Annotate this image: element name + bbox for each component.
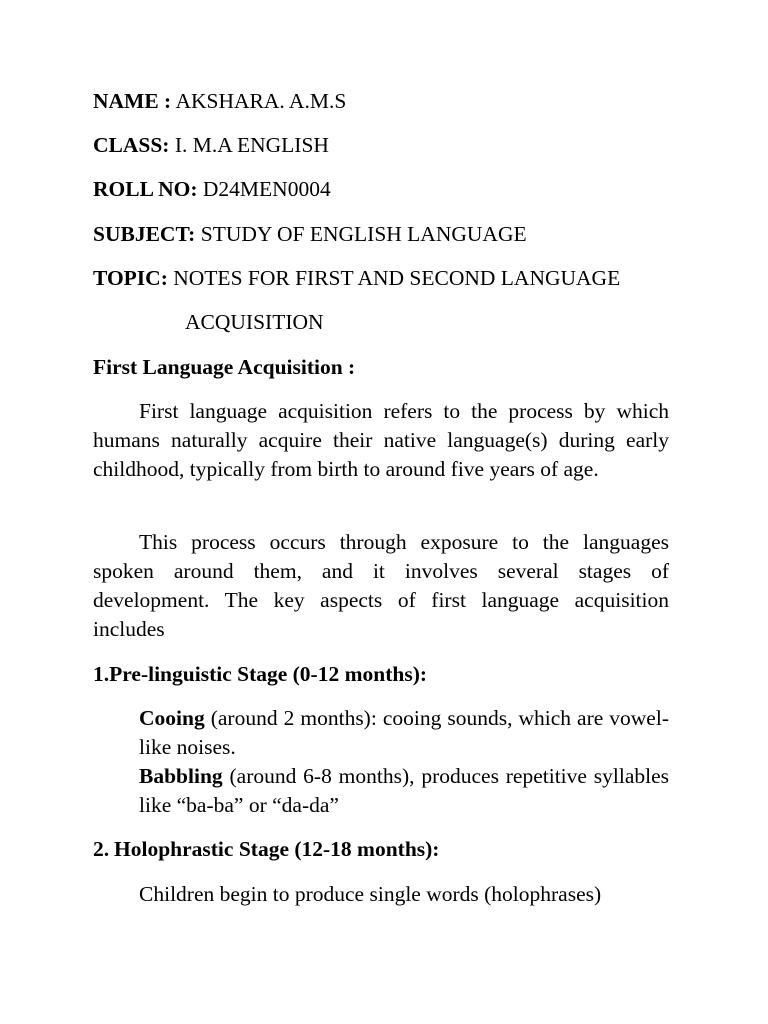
topic-row [93, 265, 620, 291]
roll-label: ROLL NO: [93, 177, 198, 201]
roll-row [93, 176, 331, 202]
babbling-term: Babbling [139, 764, 223, 788]
name-label: NAME : [93, 89, 172, 113]
class-value: I. M.A ENGLISH [174, 133, 329, 157]
subject-row [93, 221, 527, 247]
name-value: AKSHARA. A.M.S [175, 89, 347, 113]
subject-label: SUBJECT: [93, 222, 196, 246]
cooing-item [139, 704, 669, 762]
paragraph-definition: First language acquisition refers to the process by which humans naturally acquire their native language(s) during early childhood, typically from birth to around five years of age. [93, 399, 669, 481]
cooing-description: (around 2 months): cooing sounds, which are vowel-like noises. [139, 706, 669, 759]
class-label: CLASS: [93, 133, 170, 157]
stage2-number: 2. [93, 837, 110, 861]
babbling-description: (around 6-8 months), produces repetitive syllables like “ba-ba” or “da-da” [139, 764, 669, 817]
class-row [93, 132, 329, 158]
stage1-heading: 1.Pre-linguistic Stage (0-12 months): [93, 662, 428, 686]
cooing-term: Cooing [139, 706, 205, 730]
topic-value-line2: ACQUISITION [185, 310, 324, 334]
stage2-text: Children begin to produce single words (holophrases) [139, 882, 602, 906]
subject-value: STUDY OF ENGLISH LANGUAGE [200, 222, 527, 246]
stage2-heading: Holophrastic Stage (12-18 months): [114, 837, 440, 861]
section-heading-first-language: First Language Acquisition : [93, 355, 356, 379]
topic-value-line1: NOTES FOR FIRST AND SECOND LANGUAGE [173, 266, 621, 290]
name-row [93, 88, 346, 114]
stage2-heading-row [93, 836, 439, 862]
roll-value: D24MEN0004 [202, 177, 331, 201]
babbling-item [139, 762, 669, 820]
paragraph-process: This process occurs through exposure to the languages spoken around them, and it involves several stages of development. The key aspects of first language acquisition includes [93, 530, 669, 641]
topic-label: TOPIC: [93, 266, 168, 290]
